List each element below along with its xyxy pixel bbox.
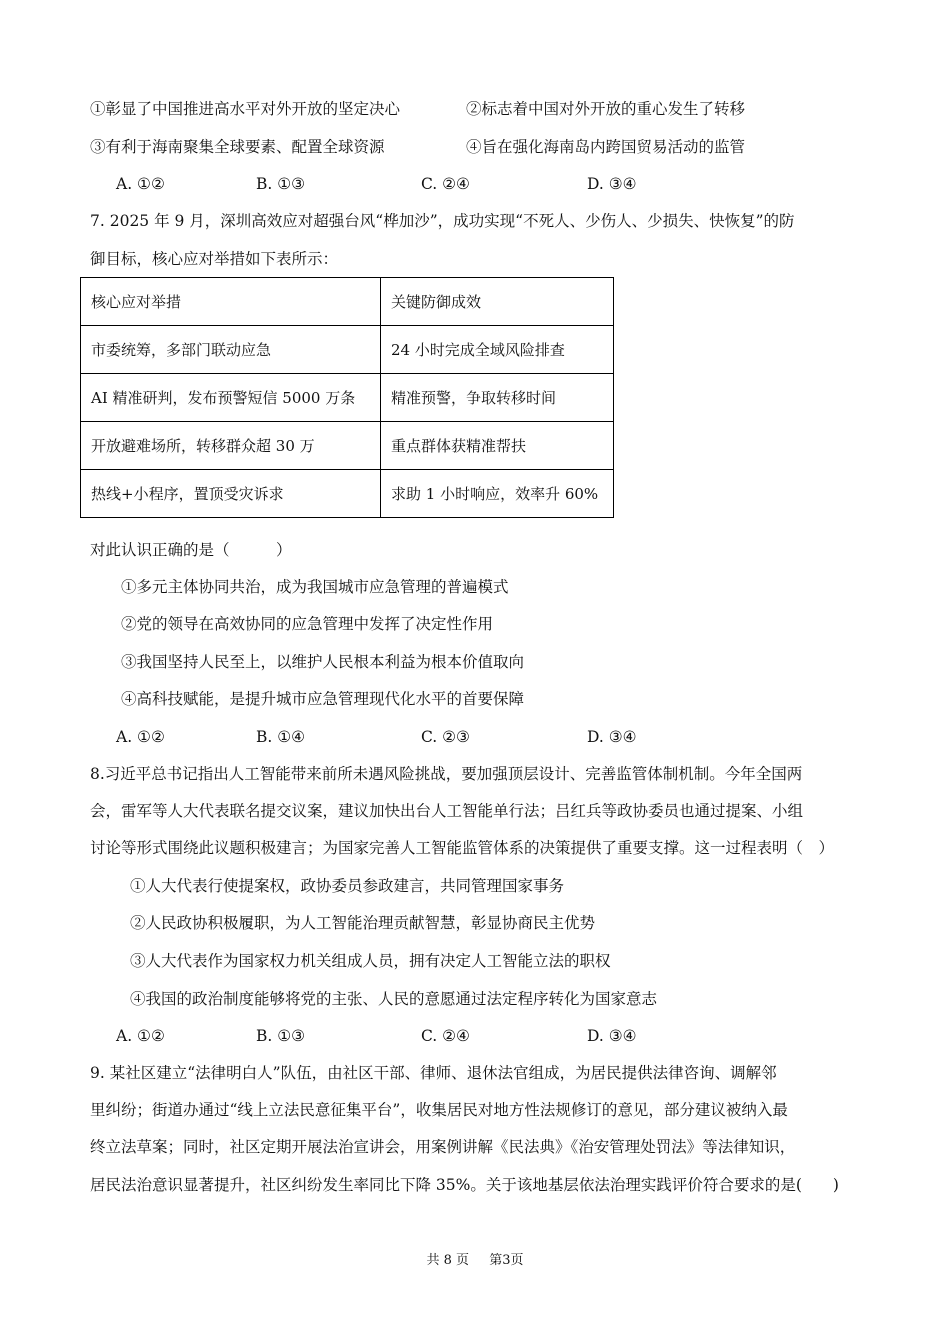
q6-option-d: D. ③④ xyxy=(587,175,637,193)
table-cell: 24 小时完成全域风险排查 xyxy=(381,326,614,374)
q7-option-c: C. ②③ xyxy=(421,728,470,746)
q6-option-a: A. ①② xyxy=(116,175,165,193)
table-header-row xyxy=(81,278,614,326)
q9-stem-line-2: 里纠纷；街道办通过“线上立法民意征集平台”，收集居民对地方性法规修订的意见，部分建议被纳入最 xyxy=(90,1101,788,1119)
q7-statement-3: ③我国坚持人民至上，以维护人民根本利益为根本价值取向 xyxy=(121,653,525,671)
q6-statement-1: ①彰显了中国推进高水平对外开放的坚定决心 xyxy=(90,100,401,118)
q7-measures-table xyxy=(80,277,614,518)
page-footer xyxy=(0,1249,950,1268)
table-cell: 精准预警，争取转移时间 xyxy=(381,374,614,422)
q6-option-c: C. ②④ xyxy=(421,175,470,193)
q6-option-b: B. ①③ xyxy=(256,175,306,193)
q6-statement-3: ③有利于海南聚集全球要素、配置全球资源 xyxy=(90,138,385,156)
q7-option-a: A. ①② xyxy=(116,728,165,746)
table-header-effects: 关键防御成效 xyxy=(381,278,614,326)
q7-stem-line-1: 7. 2025 年 9 月，深圳高效应对超强台风“桦加沙”，成功实现“不死人、少伤人、少损失、快恢复”的防 xyxy=(90,212,795,230)
table-row xyxy=(81,470,614,518)
table-row xyxy=(81,374,614,422)
q7-stem-line-2: 御目标，核心应对举措如下表所示： xyxy=(90,250,339,268)
page-number: 第3页 xyxy=(489,1253,524,1268)
q7-statement-1: ①多元主体协同共治，成为我国城市应急管理的普遍模式 xyxy=(121,578,509,596)
table-cell: 开放避难场所，转移群众超 30 万 xyxy=(81,422,381,470)
q8-stem-line-3: 讨论等形式围绕此议题积极建言；为国家完善人工智能监管体系的决策提供了重要支撑。这一过程表明（ ） xyxy=(90,839,835,857)
q9-stem-line-4: 居民法治意识显著提升，社区纠纷发生率同比下降 35%。关于该地基层依法治理实践评价符合要求的是( ) xyxy=(90,1176,839,1194)
table-header-measures: 核心应对举措 xyxy=(81,278,381,326)
table-cell: 热线+小程序，置顶受灾诉求 xyxy=(81,470,381,518)
table-row xyxy=(81,326,614,374)
q7-statement-2: ②党的领导在高效协同的应急管理中发挥了决定性作用 xyxy=(121,615,494,633)
q8-stem-line-2: 会，雷军等人大代表联名提交议案，建议加快出台人工智能单行法；吕红兵等政协委员也通过提案、小组 xyxy=(90,802,804,820)
q7-question: 对此认识正确的是（ ） xyxy=(90,541,292,559)
q8-option-a: A. ①② xyxy=(116,1027,165,1045)
q7-statement-4: ④高科技赋能，是提升城市应急管理现代化水平的首要保障 xyxy=(121,690,525,708)
q8-statement-1: ①人大代表行使提案权，政协委员参政建言，共同管理国家事务 xyxy=(130,877,565,895)
q8-option-b: B. ①③ xyxy=(256,1027,306,1045)
table-cell: 求助 1 小时响应，效率升 60% xyxy=(381,470,614,518)
q8-statement-3: ③人大代表作为国家权力机关组成人员，拥有决定人工智能立法的职权 xyxy=(130,952,611,970)
q7-option-d: D. ③④ xyxy=(587,728,637,746)
q8-option-d: D. ③④ xyxy=(587,1027,637,1045)
q8-option-c: C. ②④ xyxy=(421,1027,470,1045)
table-cell: 重点群体获精准帮扶 xyxy=(381,422,614,470)
q6-statement-2: ②标志着中国对外开放的重心发生了转移 xyxy=(466,100,746,118)
q9-stem-line-3: 终立法草案；同时，社区定期开展法治宣讲会，用案例讲解《民法典》《治安管理处罚法》等法律知识， xyxy=(90,1138,796,1156)
total-pages: 共 8 页 xyxy=(426,1253,470,1268)
q8-statement-2: ②人民政协积极履职，为人工智能治理贡献智慧，彰显协商民主优势 xyxy=(130,914,596,932)
table-cell: 市委统筹，多部门联动应急 xyxy=(81,326,381,374)
q8-stem-line-1: 8.习近平总书记指出人工智能带来前所未遇风险挑战，要加强顶层设计、完善监管体制机制。今年全国两 xyxy=(90,765,803,783)
q9-stem-line-1: 9. 某社区建立“法律明白人”队伍，由社区干部、律师、退休法官组成，为居民提供法律咨询、调解邻 xyxy=(90,1064,777,1082)
table-cell: AI 精准研判，发布预警短信 5000 万条 xyxy=(81,374,381,422)
q7-option-b: B. ①④ xyxy=(256,728,306,746)
q8-statement-4: ④我国的政治制度能够将党的主张、人民的意愿通过法定程序转化为国家意志 xyxy=(130,990,658,1008)
table-row xyxy=(81,422,614,470)
q6-statement-4: ④旨在强化海南岛内跨国贸易活动的监管 xyxy=(466,138,746,156)
